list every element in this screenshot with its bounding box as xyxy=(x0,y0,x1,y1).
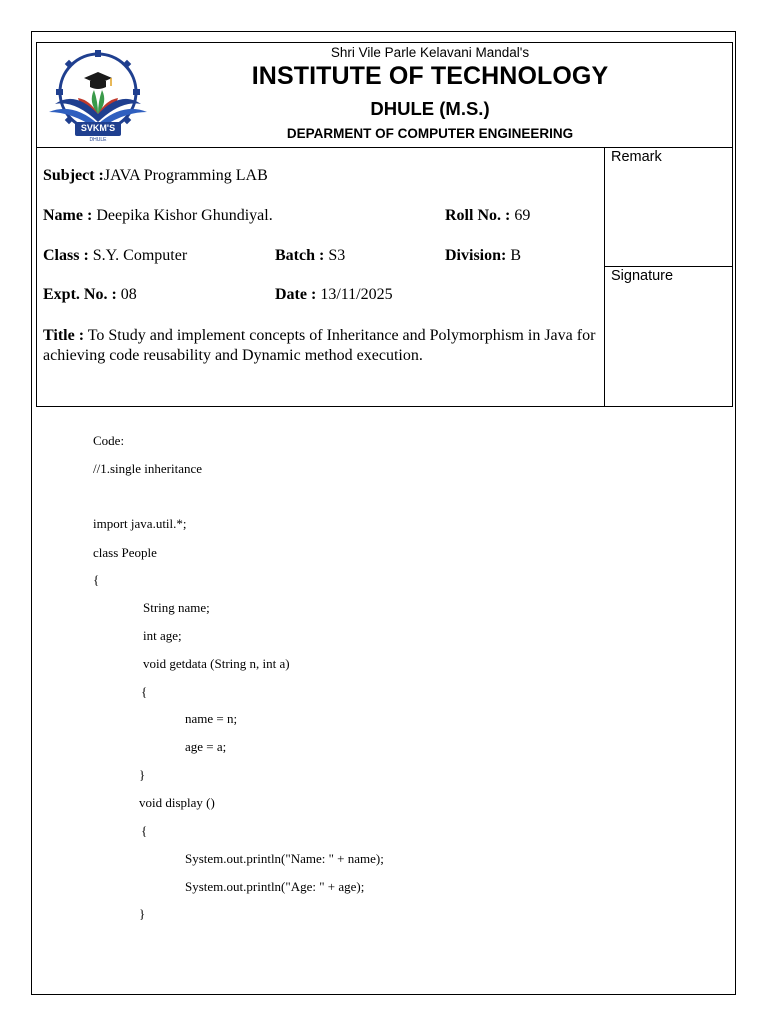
code-line: { xyxy=(93,572,100,587)
name-value: Deepika Kishor Ghundiyal. xyxy=(96,207,273,224)
roll-field xyxy=(445,207,530,225)
subject-value: JAVA Programming LAB xyxy=(103,167,268,184)
code-line: void getdata (String n, int a) xyxy=(143,656,290,671)
batch-value: S3 xyxy=(328,247,346,264)
code-line: class People xyxy=(93,545,157,560)
expt-label: Expt. No. : xyxy=(43,286,117,303)
code-line: void display () xyxy=(139,795,215,810)
code-line: { xyxy=(141,823,148,838)
institute-logo xyxy=(45,48,151,144)
batch-field xyxy=(275,247,345,265)
code-line: age = a; xyxy=(185,739,227,754)
code-line: int age; xyxy=(143,628,182,643)
code-line: { xyxy=(141,684,148,699)
division-field xyxy=(445,247,521,265)
division-value: B xyxy=(510,247,522,264)
batch-label: Batch : xyxy=(275,247,325,264)
date-value: 13/11/2025 xyxy=(320,286,393,303)
subject-field xyxy=(43,167,268,185)
institute-title: INSTITUTE OF TECHNOLOGY xyxy=(251,62,609,90)
code-line: } xyxy=(139,906,146,921)
date-field xyxy=(275,286,393,304)
logo-text: SVKM'S xyxy=(80,123,116,133)
remark-column-divider xyxy=(604,147,605,407)
code-line: System.out.println("Age: " + age); xyxy=(185,879,365,894)
remark-label: Remark xyxy=(611,149,662,165)
roll-value: 69 xyxy=(514,207,531,224)
title-value: To Study and implement concepts of Inheritance and Polymorphism in Java for achieving code reusability and Dynamic method execution. xyxy=(43,327,596,364)
title-field xyxy=(43,326,599,366)
date-label: Date : xyxy=(275,286,317,303)
code-heading: Code: xyxy=(93,433,125,448)
code-line: System.out.println("Name: " + name); xyxy=(185,851,384,866)
logo-subtext: DHULE xyxy=(89,137,107,143)
code-line: import java.util.*; xyxy=(93,516,187,531)
expt-value: 08 xyxy=(120,286,137,303)
code-line: name = n; xyxy=(185,711,238,726)
roll-label: Roll No. : xyxy=(445,207,511,224)
signature-label: Signature xyxy=(611,268,674,284)
name-label: Name : xyxy=(43,207,93,224)
class-value: S.Y. Computer xyxy=(92,247,188,264)
code-line: String name; xyxy=(143,600,210,615)
expt-field xyxy=(43,286,137,304)
header-divider xyxy=(36,147,733,148)
institute-name: Shri Vile Parle Kelavani Mandal's xyxy=(330,45,530,60)
title-label: Title : xyxy=(43,327,85,344)
class-field xyxy=(43,247,187,265)
code-line: } xyxy=(139,767,146,782)
subject-label: Subject : xyxy=(43,167,104,184)
class-label: Class : xyxy=(43,247,89,264)
institute-city: DHULE (M.S.) xyxy=(370,98,490,119)
department-name: DEPARMENT OF COMPUTER ENGINEERING xyxy=(286,126,574,141)
division-label: Division: xyxy=(445,247,507,264)
name-field xyxy=(43,207,273,225)
code-comment: //1.single inheritance xyxy=(93,461,203,476)
remark-signature-divider xyxy=(604,266,733,267)
